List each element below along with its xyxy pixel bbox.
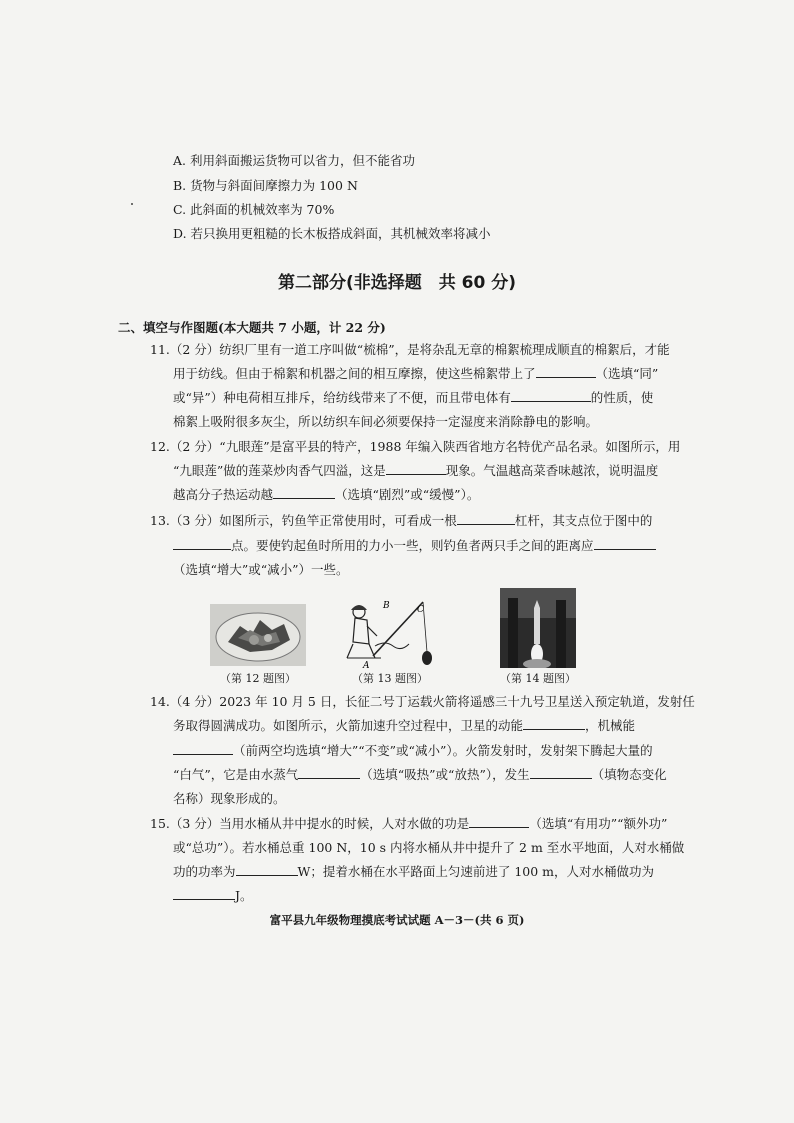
q11-line2 — [173, 365, 658, 383]
q11-text: 或“异”）种电荷相互排斥，给纺线带来了不便，而且带电体有 — [173, 390, 511, 405]
answer-blank[interactable] — [523, 717, 585, 730]
answer-blank[interactable] — [594, 537, 656, 550]
q15-line1 — [150, 815, 667, 833]
q15-text: W；提着水桶在水平路面上匀速前进了 100 m，人对水桶做功为 — [297, 864, 655, 879]
answer-blank[interactable] — [536, 365, 596, 378]
rocket-launch-photo — [500, 588, 576, 668]
q12-text: （选填“剧烈”或“缓慢”）。 — [335, 487, 480, 502]
q11-text: 的性质，使 — [590, 390, 654, 405]
q14-line3 — [173, 742, 653, 760]
q13-line3: （选填“增大”或“减小”）一些。 — [173, 562, 349, 577]
label-b: B — [383, 601, 390, 611]
q11-line1: 11.（2 分）纺织厂里有一道工序叫做“梳棉”，是将杂乱无章的棉絮梳理成顺直的棉絮后，才能 — [150, 342, 670, 357]
fig13-caption: （第 13 题图） — [352, 672, 428, 685]
choice-a: A. 利用斜面搬运货物可以省力，但不能省功 — [173, 153, 415, 168]
q14-text: “白气”，它是由水蒸气 — [173, 767, 299, 782]
answer-blank[interactable] — [173, 537, 231, 550]
answer-blank[interactable] — [511, 389, 591, 402]
choice-d: D. 若只换用更粗糙的长木板搭成斜面，其机械效率将减小 — [173, 226, 491, 241]
fishing-rod-diagram — [345, 596, 437, 670]
q12-text: 越高分子热运动越 — [173, 487, 274, 502]
answer-blank[interactable] — [173, 887, 235, 900]
q13-line1 — [150, 512, 652, 530]
choice-c: C. 此斜面的机械效率为 70% — [173, 202, 335, 217]
part-heading: 第二部分(非选择题 共 60 分) — [277, 273, 517, 293]
q15-line4 — [173, 887, 253, 905]
q15-line2: 或“总功”）。若水桶总重 100 N，10 s 内将水桶从井中提升了 2 m 至水平地面，人对水桶做 — [173, 840, 685, 855]
q14-text: （填物态变化 — [591, 767, 667, 782]
q15-text: （选填“有用功”“额外功” — [529, 816, 668, 831]
lotus-dish-photo — [210, 604, 306, 666]
q12-text: “九眼莲”做的莲菜炒肉香气四溢，这是 — [173, 463, 386, 478]
speck — [131, 203, 133, 205]
q13-line2 — [173, 537, 656, 555]
answer-blank[interactable] — [236, 863, 298, 876]
q11-text: （选填“同” — [595, 366, 659, 381]
q11-line4: 棉絮上吸附很多灰尘，所以纺织车间必须要保持一定湿度来消除静电的影响。 — [173, 414, 599, 429]
label-c: C — [417, 605, 424, 615]
page-footer: 富平县九年级物理摸底考试试题 A－3－(共 6 页) — [269, 913, 525, 927]
q15-text: 15.（3 分）当用水桶从井中提水的时候，人对水做的功是 — [150, 816, 470, 831]
q12-text: 现象。气温越高菜香味越浓，说明温度 — [445, 463, 659, 478]
q15-text: 功的功率为 — [173, 864, 236, 879]
answer-blank[interactable] — [273, 486, 335, 499]
answer-blank[interactable] — [298, 766, 360, 779]
q14-line4 — [173, 766, 667, 784]
q13-text: 杠杆，其支点位于图中的 — [514, 513, 653, 528]
answer-blank[interactable] — [469, 815, 529, 828]
choice-b: B. 货物与斜面间摩擦力为 100 N — [173, 178, 358, 193]
q14-text: （选填“吸热”或“放热”），发生 — [360, 767, 530, 782]
answer-blank[interactable] — [530, 766, 592, 779]
q14-text: ，机械能 — [585, 718, 636, 733]
section-heading: 二、填空与作图题(本大题共 7 小题，计 22 分) — [118, 320, 386, 335]
q14-line1: 14.（4 分）2023 年 10 月 5 日，长征二号丁运载火箭将遥感三十九号卫星送入预定轨道，发射任 — [150, 694, 695, 709]
answer-blank[interactable] — [173, 742, 233, 755]
q13-text: 13.（3 分）如图所示，钓鱼竿正常使用时，可看成一根 — [150, 513, 457, 528]
q14-line5: 名称）现象形成的。 — [173, 791, 286, 806]
label-a: A — [363, 661, 370, 670]
answer-blank[interactable] — [386, 462, 446, 475]
q11-text: 用于纺线。但由于棉絮和机器之间的相互摩擦，使这些棉絮带上了 — [173, 366, 536, 381]
fig12-caption: （第 12 题图） — [220, 672, 296, 685]
q15-text: J。 — [235, 888, 253, 903]
q14-text: （前两空均选填“增大”“不变”或“减小”）。火箭发射时，发射架下腾起大量的 — [233, 743, 653, 758]
q15-line3 — [173, 863, 654, 881]
q12-line3 — [173, 486, 479, 504]
q11-line3 — [173, 389, 653, 407]
q14-text: 务取得圆满成功。如图所示，火箭加速升空过程中，卫星的动能 — [173, 718, 524, 733]
fig14-caption: （第 14 题图） — [500, 672, 576, 685]
answer-blank[interactable] — [457, 512, 515, 525]
q14-line2 — [173, 717, 635, 735]
q12-line1: 12.（2 分）“九眼莲”是富平县的特产，1988 年编入陕西省地方名特优产品名录。如图所示，用 — [150, 439, 681, 454]
q13-text: 点。要使钓起鱼时所用的力小一些，则钓鱼者两只手之间的距离应 — [231, 538, 594, 553]
q12-line2 — [173, 462, 658, 480]
